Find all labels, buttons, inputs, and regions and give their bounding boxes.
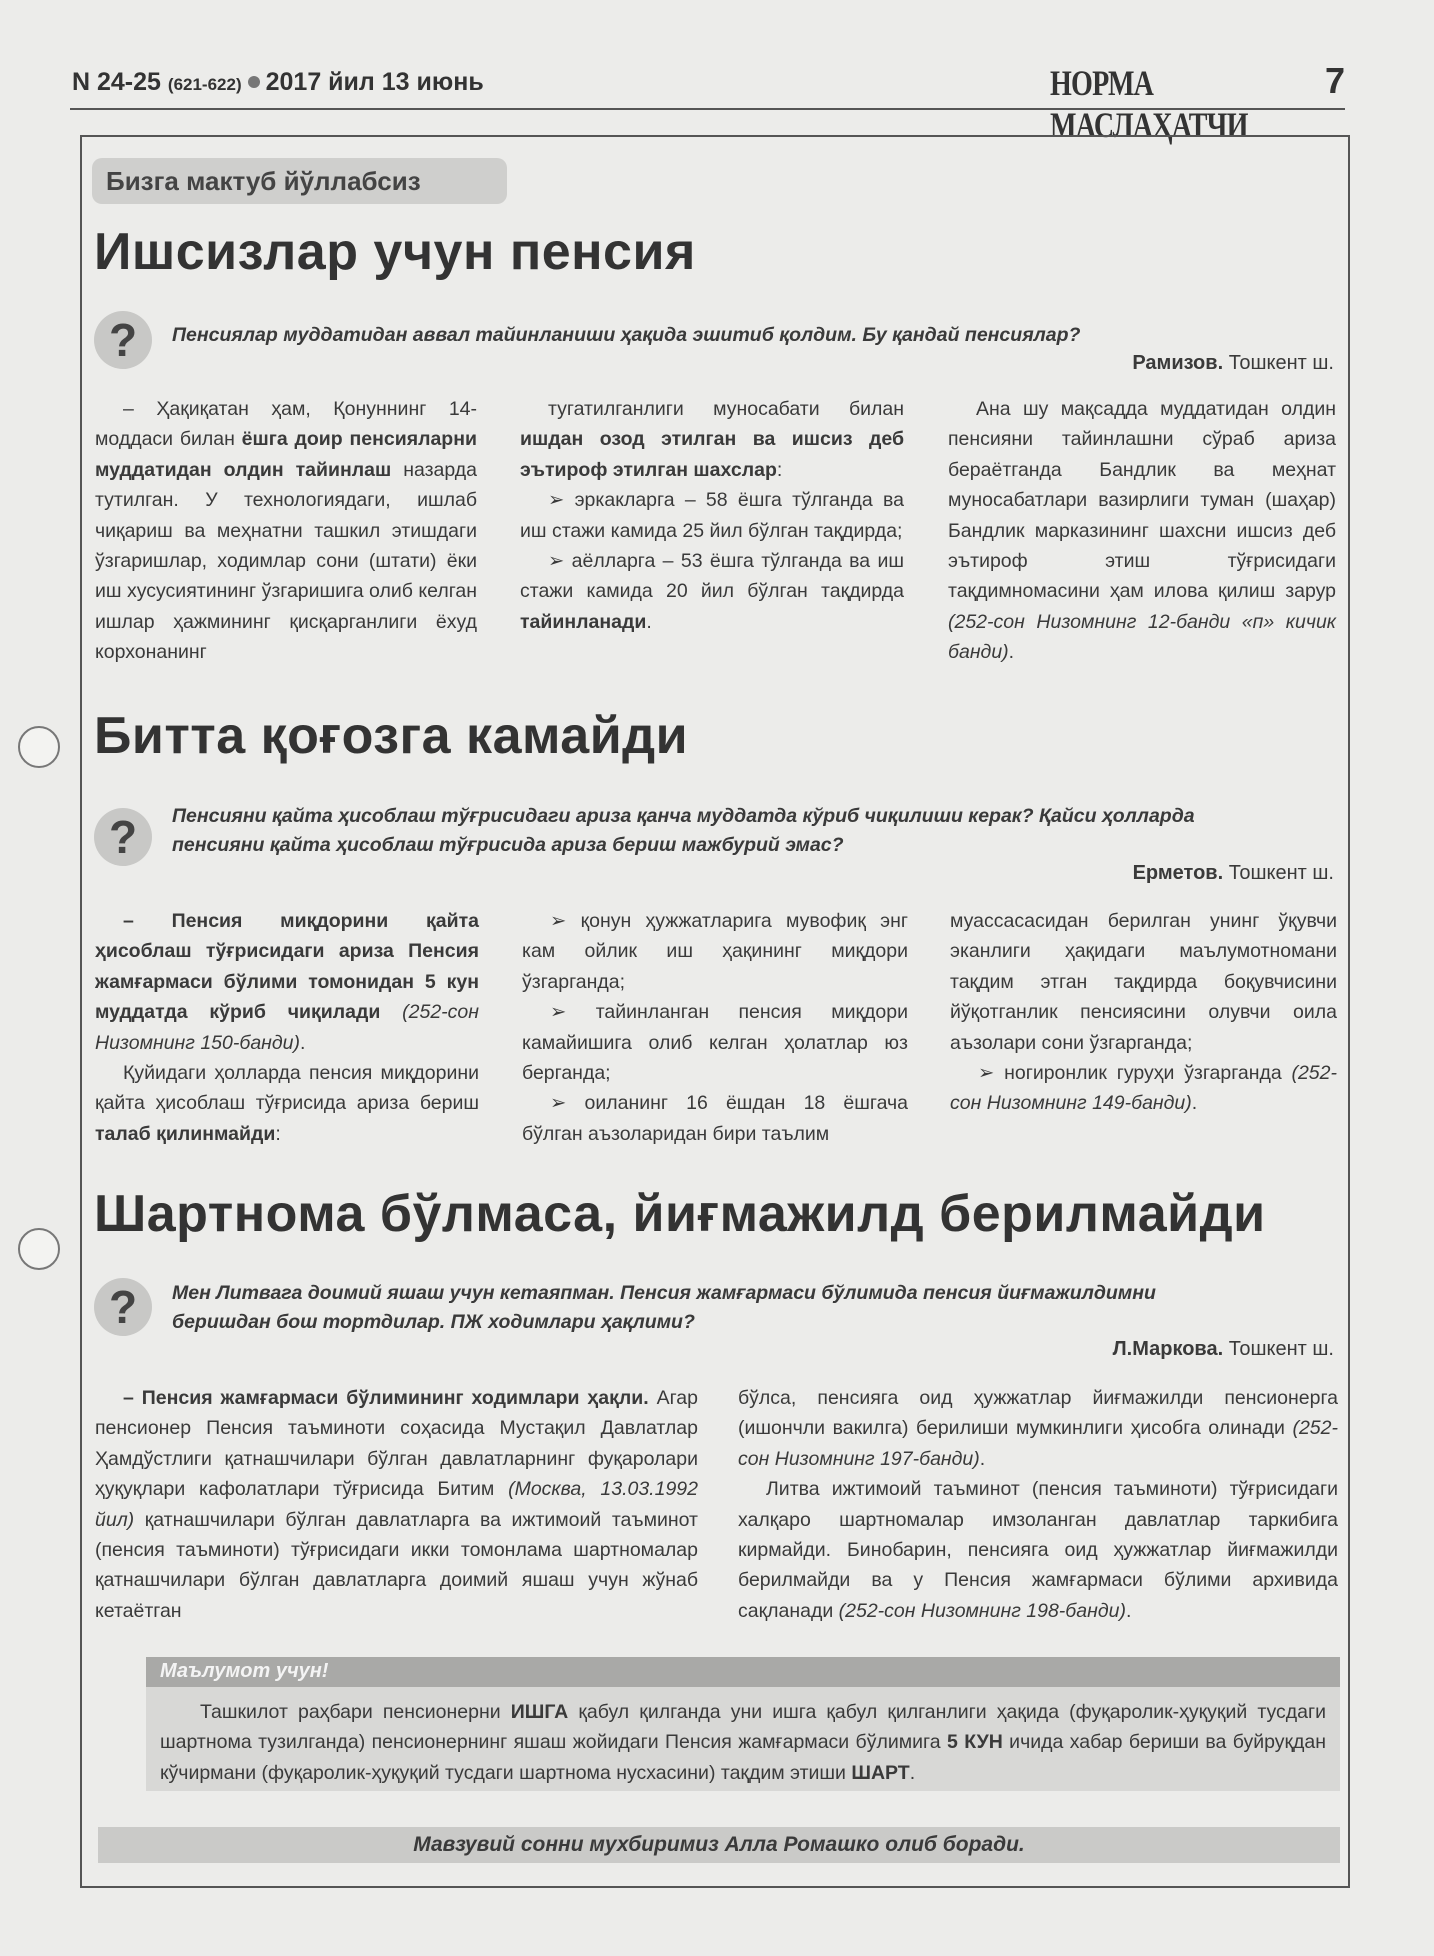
text: Ана шу мақсадда муддатидан олдин пенсияни тайинлашни сўраб ариза бераётганда Бандлик ва меҳнат муносабатлари вазирлиги туман (шаҳар) Бандлик марказининг шахсни ишсиз деб эътироф этиш тўғрисидаги тақдимномасини ҳам илова қилиш зарур [948, 398, 1336, 603]
reference-text: (252-сон Низомнинг 12-банди «п» кичик банди) [948, 610, 1336, 664]
question-icon: ? [94, 1278, 152, 1336]
article-2-column-2 [522, 906, 908, 1149]
list-item [950, 1058, 1337, 1119]
page-number: 7 [1324, 60, 1345, 101]
author-name: Л.Маркова. [1112, 1338, 1224, 1360]
footer-credit: Мавзувий сонни мухбиримиз Алла Ромашко олиб боради. [98, 1827, 1340, 1863]
text: Қуйидаги ҳолларда пенсия миқдорини қайта ҳисоблаш тўғрисида ариза бериш [95, 1062, 479, 1115]
bold-text: талаб қилинмайди [95, 1122, 276, 1145]
reference-text: (252-сон Низомнинг 150-банди) [95, 1001, 479, 1054]
bold-text: – Пенсия миқдорини қайта ҳисоблаш тўғрисидаги ариза Пенсия жамғармаси бўлими томонидан 5 кун муддатда кўриб чиқилади [95, 910, 479, 1024]
text: назарда тутилган. У технологиядаги, ишлаб чиқариш ва меҳнатни ташкил этишдаги ўзгаришлар, ходимлар сони (штати) ёки иш хусусиятининг ўзгаришига олиб келган ишлар ҳажмининг қисқарганлиги ёхуд корхонанинг [95, 458, 477, 664]
article-1-column-3 [948, 394, 1336, 668]
text: . [1125, 1599, 1132, 1622]
reference-text: (252-сон Низомнинг 149-банди) [950, 1062, 1337, 1115]
question-icon: ? [94, 808, 152, 866]
list-item: ➢ оиланинг 16 ёшдан 18 ёшгача бўлган аъзоларидан бири таълим [522, 1092, 908, 1145]
punch-hole-icon [18, 726, 60, 768]
text: ➢ ногиронлик гуруҳи ўзгарганда [978, 1062, 1292, 1085]
article-1-column-2 [520, 394, 904, 637]
article-1-title: Ишсизлар учун пенсия [94, 223, 696, 281]
text: ичида хабар бериши ва буйруқдан кўчирмани (фуқаролик-ҳуқуқий тусдаги шартнома нусхасини) тақдим этиши [160, 1731, 1326, 1784]
text: тугатилганлиги муносабати билан [548, 398, 904, 420]
article-2-column-1 [95, 906, 479, 1149]
list-item: ➢ тайинланган пенсия миқдори камайишига олиб келган ҳолатлар юз берганда; [522, 1001, 908, 1085]
article-1-column-1 [95, 394, 477, 668]
text: . [646, 610, 652, 633]
text: қатнашчилари бўлган давлатларга ва ижтимоий таъминот (пенсия таъминоти) тўғрисидаги икки томонлама шартномалар қатнашчилари бўлган давлатларга доимий яшаш учун жўнаб кетаётган [95, 1508, 698, 1622]
page-header [70, 58, 1345, 145]
question-line: беришдан бош тортдилар. ПЖ ходимлари ҳақлими? [172, 1311, 695, 1333]
question-line: Мен Литвага доимий яшаш учун кетаяпман. Пенсия жамғармаси бўлимида пенсия йиғмажилдимни [172, 1282, 1156, 1304]
bold-text: ШАРТ [851, 1761, 910, 1784]
question-line: пенсияни қайта ҳисоблаш тўғрисида ариза бериш мажбурий эмас? [172, 834, 844, 856]
question-icon: ? [94, 311, 152, 369]
bold-text: – Пенсия жамғармаси бўлимининг ходимлари ҳақли. [123, 1387, 649, 1409]
text: Ташкилот раҳбари пенсионерни [200, 1701, 511, 1723]
newspaper-brand: НОРМА МАСЛАҲАТЧИ [1050, 63, 1248, 145]
bold-text: тайинланади [520, 610, 647, 633]
bullet-dot-icon [248, 76, 260, 88]
info-box-text [160, 1697, 1326, 1788]
text: . [1191, 1092, 1198, 1115]
text: Литва ижтимоий таъминот (пенсия таъминоти) тўғрисидаги халқаро шартномалар имзоланган давлатлар таркибига кирмайди. Бинобарин, пенсияга оид ҳужжатлар йиғмажилди берилмайди ва у Пенсия жамғармаси бўлими архивида сақланади [738, 1478, 1338, 1622]
bold-text: 5 КУН [946, 1731, 1003, 1754]
bold-text: ИШГА [510, 1701, 569, 1723]
author-name: Ерметов. [1132, 862, 1224, 884]
question-line: Пенсияни қайта ҳисоблаш тўғрисидаги ариза қанча муддатда кўриб чиқилиши керак? Қайси ҳолларда [172, 805, 1195, 827]
info-box-label: Маълумот учун! [160, 1660, 329, 1682]
text: муассасасидан берилган унинг ўқувчи эканлиги ҳақидаги маълумотномани тақдим этган тақдирда боқувчисини йўқотганлик пенсиясини олувчи оила аъзолари сони ўзгарганда; [950, 910, 1337, 1054]
reference-text: (252-сон Низомнинг 198-банди) [838, 1599, 1126, 1622]
author-city: Тошкент ш. [1228, 862, 1334, 884]
reference-text: (252-сон Низомнинг 197-банди) [738, 1417, 1338, 1470]
article-2-title: Битта қоғозга камайди [94, 707, 689, 765]
text: қабул қилганда уни ишга қабул қилганлиги ҳақида (фуқаролик-ҳуқуқий тусдаги шартнома тузилганда) пенсионернинг яшаш жойидаги Пенсия жамғармаси бўлимига [160, 1701, 1326, 1754]
author-name: Рамизов. [1132, 352, 1224, 374]
article-2-author [1133, 862, 1334, 885]
article-3-question [172, 1279, 1342, 1337]
text: . [1008, 641, 1015, 664]
author-city: Тошкент ш. [1228, 352, 1334, 374]
article-2-question [172, 802, 1342, 860]
text: бўлса, пенсияга оид ҳужжатлар йиғмажилди пенсионерга (ишончли вакилга) берилиши мумкинлиги ҳисобга олинади [738, 1387, 1338, 1440]
punch-hole-icon [18, 1228, 60, 1270]
info-box [146, 1657, 1340, 1791]
text: . [979, 1447, 986, 1470]
article-1-author [1132, 352, 1334, 375]
article-3-column-1 [95, 1383, 698, 1626]
issue-number-small: (621-622) [167, 75, 242, 94]
article-3-author [1113, 1338, 1334, 1361]
article-3-title: Шартнома бўлмаса, йиғмажилд берилмайди [94, 1185, 1266, 1243]
list-item: ➢ қонун ҳужжатларига мувофиқ энг кам ойлик иш ҳақининг миқдори ўзгарганда; [522, 910, 908, 993]
info-box-header [146, 1657, 1340, 1687]
issue-number: N 24-25 [72, 68, 161, 96]
text: : [275, 1122, 281, 1145]
issue-info [72, 68, 484, 97]
list-item: ➢ эркакларга – 58 ёшга тўлганда ва иш стажи камида 25 йил бўлган тақдирда; [520, 489, 904, 542]
text: Агар пенсионер Пенсия таъминоти соҳасида Мустақил Давлатлар Ҳамдўстлиги қатнашчилари бўлган давлатларнинг фуқаролари ҳуқуқлари кафолатлари тўғрисида Битим [95, 1387, 698, 1501]
article-3-column-2 [738, 1383, 1338, 1626]
bold-text: ишдан озод этилган ва ишсиз деб эътироф этилган шахслар [520, 428, 904, 481]
section-tag: Бизга мактуб йўллабсиз [92, 158, 507, 204]
article-2-column-3 [950, 906, 1337, 1119]
text: . [300, 1031, 306, 1054]
bold-text: ёшга доир пенсияларни муддатидан олдин тайинлаш [95, 428, 477, 481]
issue-date: 2017 йил 13 июнь [265, 68, 484, 96]
text: – Ҳақиқатан ҳам, Қонуннинг 14-моддаси билан [95, 398, 477, 451]
text: ➢ аёлларга – 53 ёшга тўлганда ва иш стажи камида 20 йил бўлган тақдирда [520, 550, 904, 603]
list-item [520, 546, 904, 637]
article-1-question: Пенсиялар муддатидан аввал тайинланиши ҳақида эшитиб қолдим. Бу қандай пенсиялар? [172, 324, 1081, 346]
text: : [776, 458, 783, 481]
text: . [909, 1761, 916, 1784]
reference-text: (Москва, 13.03.1992 йил) [95, 1478, 698, 1531]
author-city: Тошкент ш. [1228, 1338, 1334, 1360]
